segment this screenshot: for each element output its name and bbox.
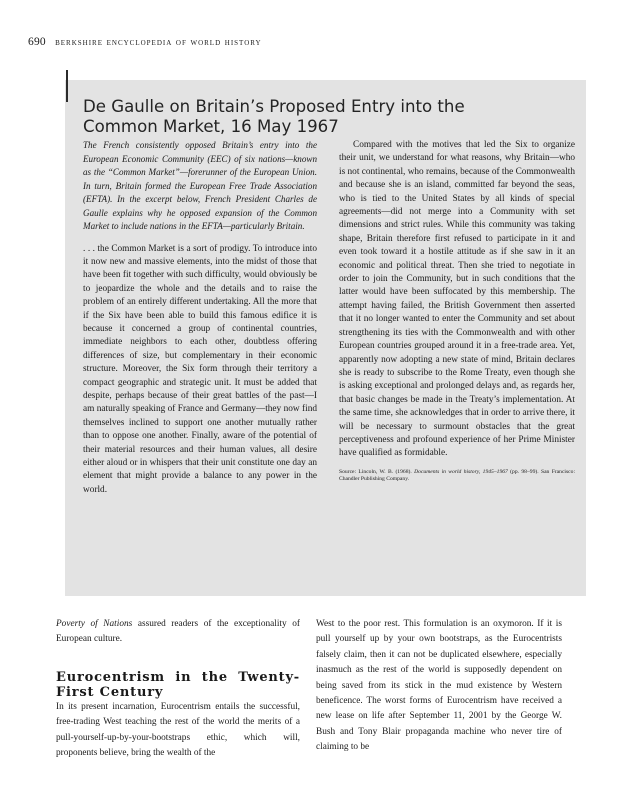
article-opening-paragraph: [56, 617, 300, 648]
sidebar-vertical-rule: [66, 70, 68, 102]
source-suffix: (pp. 98–99). San Francisco: Chandler Publishing Company.: [339, 468, 575, 483]
article-left-paragraph: In its present incarnation, Eurocentrism entails the successful, free-trading West teaching the rest of the world the merits of a pull-yourself-up-by-your-bootstraps ethic, which will, proponents believe, bring the wealth of the: [56, 701, 300, 759]
article-right-column: [316, 617, 562, 756]
article-right-paragraph: West to the poor rest. This formulation is an oxymoron. If it is pull yourself up by your own bootstraps, as the Eurocentrists falsely claim, then it can not be duplicated elsewhere, especially inasmuch as the rest of the world is supposedly dependent on being saved from its stick in the mud existence by Western beneficence. The worst forms of Eurocentrism have received a new lease on life after September 11, 2001 by the George W. Bush and Tony Blair propaganda machine who never tire of claiming to be: [316, 619, 562, 753]
sidebar-quote-left: . . . the Common Market is a sort of prodigy. To introduce into it now new and massive elements, into the midst of those that have been fit together with such difficulty, would obviously be to jeopardize the whole and the details and to raise the problem of an entirely different undertaking. All the more that if the Six have been able to build this famous edifice it is because it concerned a group of continental countries, immediate neighbors to each other, doubtless offering differences of size, but complementary in their economic structure. Moreover, the Six form through their territory a compact geographic and strategic unit. It must be added that despite, perhaps because of their great battles of the past—I am naturally speaking of France and Germany—they now find themselves inclined to support one another mutually rather than to oppose one another. Finally, aware of the potential of their material resources and their human values, all desire either aloud or in whispers that their unit constitute one day an element that might provide a balance to any power in the world.: [83, 243, 317, 495]
sidebar-intro: The French consistently opposed Britain’s entry into the European Economic Community (EEC) of six nations—known as the “Common Market”—forerunner of the European Union. In turn, Britain formed the European Free Trade Association (EFTA). In the excerpt below, French President Charles de Gaulle explains why he opposed expansion of the Common Market to include nations in the EFTA—particularly Britain.: [83, 140, 317, 231]
source-prefix: Source: Lincoln, W. B. (1968).: [339, 468, 415, 475]
book-title-reference: Poverty of Nations: [56, 619, 133, 629]
sidebar-quote-right: Compared with the motives that led the Six to organize their unit, we understand for what reasons, why Britain—who is not continental, who remains, because of the Commonwealth and because she is an island, committed far beyond the seas, who is tied to the United States by all kinds of special agreements—did not merge into a Community with set dimensions and strict rules. While this community was taking shape, Britain therefore first refused to participate in it and even took toward it a hostile attitude as if she saw in it an economic and political threat. Then she tried to negotiate in order to join the Community, but in such conditions that the latter would have been suffocated by this membership. The attempt having failed, the British Government then asserted that it no longer wanted to enter the Community and set about strengthening its ties with the Commonwealth and with other European countries grouped around it in a free-trade area. Yet, apparently now adopting a new state of mind, Britain declares she is ready to subscribe to the Rome Treaty, even though she is asking exceptional and prolonged delays and, as regards her, that basic changes be made in the Treaty’s implementation. At the same time, she acknowledges that in order to arrive there, it will be necessary to surmount obstacles that the great perceptiveness and profound experience of her Prime Minister have qualified as formidable.: [339, 140, 575, 459]
sidebar-left-column: [83, 139, 317, 497]
article-opening-text: assured readers of the exceptionality of European culture.: [56, 619, 300, 645]
sidebar-title: De Gaulle on Britain’s Proposed Entry into the Common Market, 16 May 1967: [83, 97, 465, 136]
sidebar-right-column: [339, 139, 575, 484]
source-title: Documents in world history, 1945–1967: [414, 468, 508, 475]
page-number: 690: [28, 36, 46, 48]
sidebar-box: [65, 80, 586, 596]
article-left-column: [56, 617, 300, 761]
running-header: [28, 36, 262, 48]
sidebar-source-citation: [339, 469, 575, 484]
running-title: berkshire encyclopedia of world history: [55, 37, 262, 48]
section-heading: Eurocentrism in the Twenty-First Century: [56, 669, 300, 700]
